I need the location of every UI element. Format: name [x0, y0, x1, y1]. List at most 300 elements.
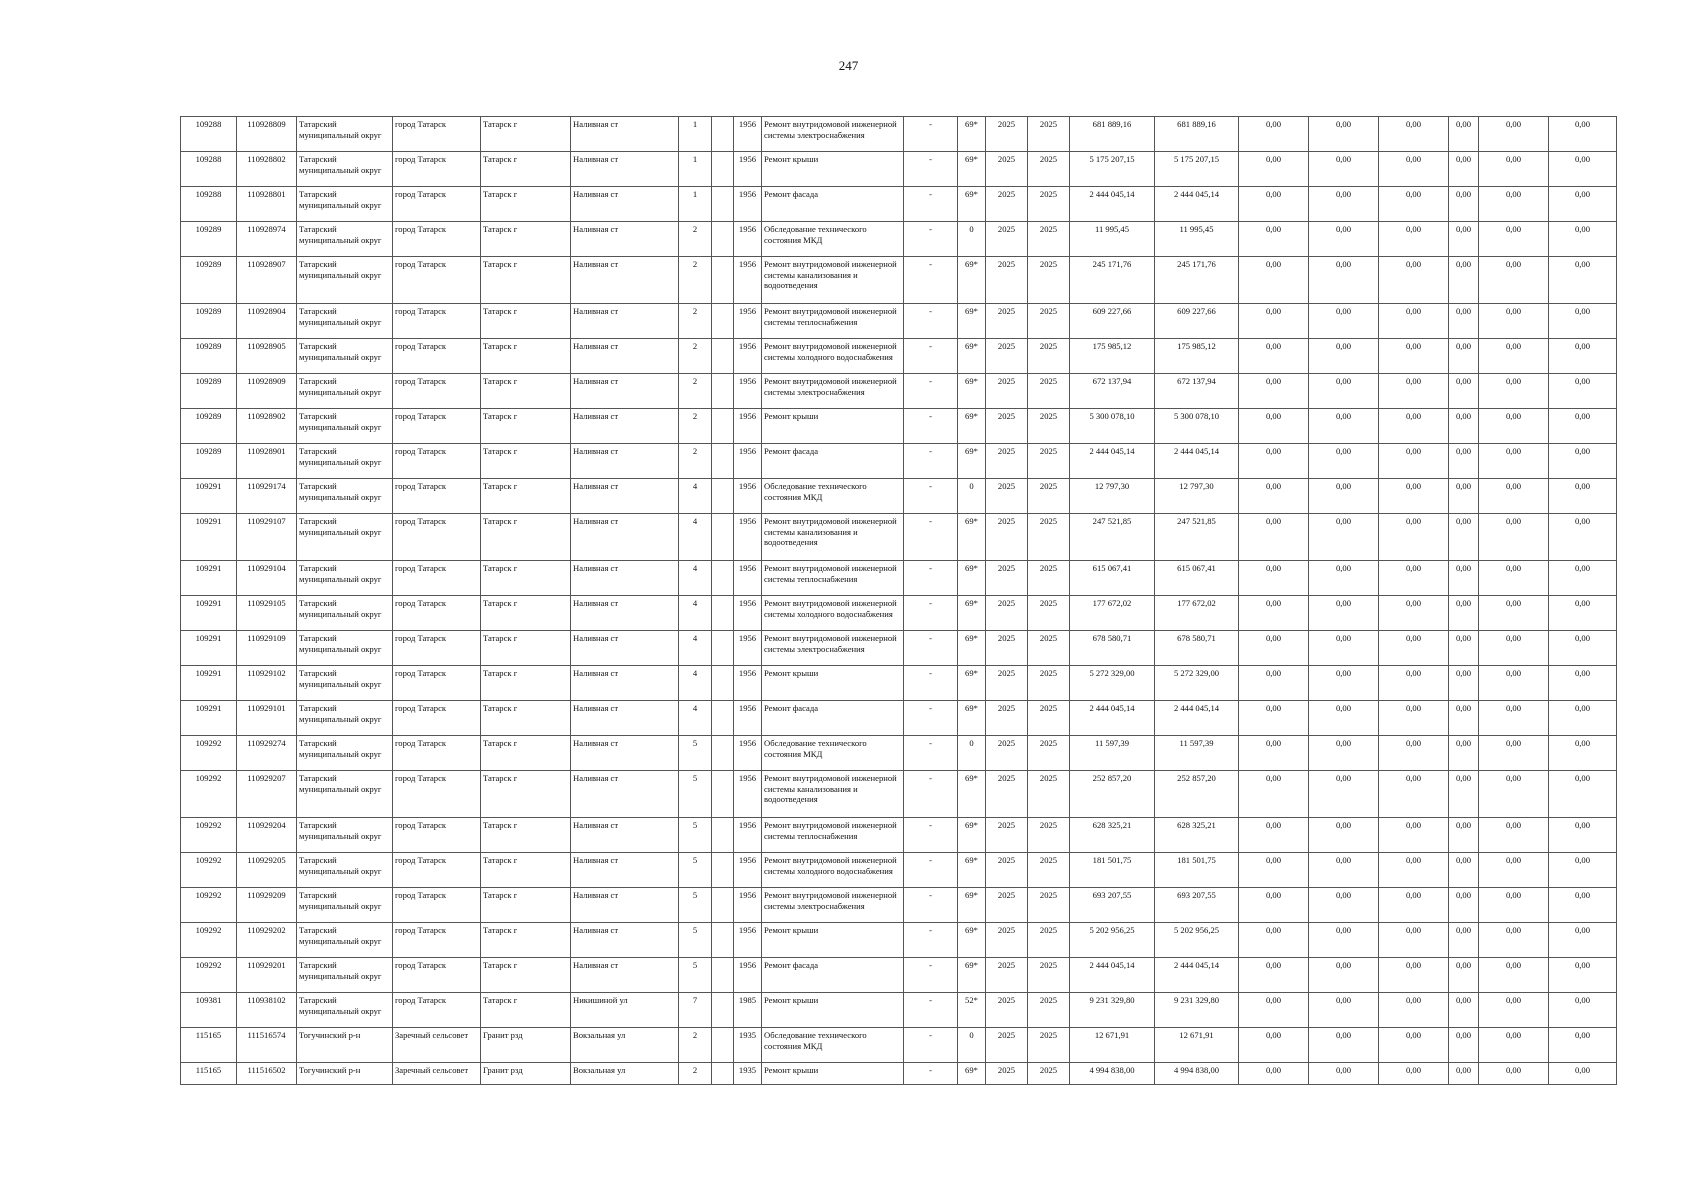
cell-street: Наливная ст [571, 958, 679, 993]
cell-building [712, 631, 734, 666]
cell-year-start: 2025 [986, 596, 1028, 631]
cell-work-id: 111516502 [237, 1063, 297, 1085]
cell-cost-total: 693 207,55 [1070, 888, 1155, 923]
cell-v1: 0,00 [1239, 339, 1309, 374]
cell-dash: - [904, 1063, 958, 1085]
cell-year: 1956 [734, 304, 762, 339]
cell-v6: 0,00 [1549, 374, 1617, 409]
cell-house-no: 5 [679, 736, 712, 771]
cell-v2: 0,00 [1309, 993, 1379, 1028]
cell-street: Наливная ст [571, 666, 679, 701]
cell-cost-total: 12 797,30 [1070, 479, 1155, 514]
cell-wear: 69* [958, 771, 986, 818]
cell-district: Татарский муниципальный округ [297, 596, 393, 631]
cell-year-start: 2025 [986, 818, 1028, 853]
cell-street: Наливная ст [571, 888, 679, 923]
cell-street: Наливная ст [571, 853, 679, 888]
cell-cost-total: 5 202 956,25 [1070, 923, 1155, 958]
cell-v1: 0,00 [1239, 853, 1309, 888]
cell-v3: 0,00 [1379, 958, 1449, 993]
cell-work-id: 110929105 [237, 596, 297, 631]
cell-district: Татарский муниципальный округ [297, 888, 393, 923]
cell-v1: 0,00 [1239, 1063, 1309, 1085]
cell-street: Наливная ст [571, 257, 679, 304]
cell-v5: 0,00 [1479, 561, 1549, 596]
cell-wear: 69* [958, 117, 986, 152]
cell-year: 1956 [734, 222, 762, 257]
cell-settlement: город Татарск [393, 257, 481, 304]
cell-house-id: 109291 [181, 514, 237, 561]
cell-cost-fund: 177 672,02 [1155, 596, 1239, 631]
cell-v6: 0,00 [1549, 853, 1617, 888]
cell-settlement: город Татарск [393, 444, 481, 479]
cell-work-type: Ремонт внутридомовой инженерной системы канализования и водоотведения [762, 771, 904, 818]
cell-year: 1956 [734, 374, 762, 409]
cell-year: 1956 [734, 666, 762, 701]
table-row [181, 257, 1617, 304]
cell-district: Татарский муниципальный округ [297, 631, 393, 666]
cell-district: Татарский муниципальный округ [297, 152, 393, 187]
cell-work-id: 110929274 [237, 736, 297, 771]
cell-district: Тогучинский р-н [297, 1028, 393, 1063]
cell-dash: - [904, 923, 958, 958]
cell-v4: 0,00 [1449, 818, 1479, 853]
cell-dash: - [904, 631, 958, 666]
cell-v1: 0,00 [1239, 117, 1309, 152]
table-body [181, 117, 1617, 1085]
cell-year: 1956 [734, 187, 762, 222]
cell-work-type: Ремонт крыши [762, 666, 904, 701]
cell-locality: Татарск г [481, 339, 571, 374]
cell-wear: 69* [958, 187, 986, 222]
cell-locality: Татарск г [481, 701, 571, 736]
cell-year-start: 2025 [986, 304, 1028, 339]
cell-street: Наливная ст [571, 561, 679, 596]
cell-v4: 0,00 [1449, 304, 1479, 339]
cell-locality: Татарск г [481, 736, 571, 771]
cell-street: Наливная ст [571, 222, 679, 257]
cell-district: Татарский муниципальный округ [297, 409, 393, 444]
cell-year-end: 2025 [1028, 666, 1070, 701]
cell-v6: 0,00 [1549, 701, 1617, 736]
cell-house-id: 109291 [181, 479, 237, 514]
cell-v3: 0,00 [1379, 631, 1449, 666]
table-row [181, 888, 1617, 923]
cell-locality: Татарск г [481, 479, 571, 514]
cell-v6: 0,00 [1549, 666, 1617, 701]
cell-v4: 0,00 [1449, 993, 1479, 1028]
cell-wear: 0 [958, 1028, 986, 1063]
cell-year-end: 2025 [1028, 631, 1070, 666]
cell-work-type: Ремонт внутридомовой инженерной системы теплоснабжения [762, 561, 904, 596]
cell-house-id: 109292 [181, 853, 237, 888]
cell-locality: Татарск г [481, 666, 571, 701]
cell-work-id: 110929101 [237, 701, 297, 736]
cell-cost-total: 628 325,21 [1070, 818, 1155, 853]
cell-v4: 0,00 [1449, 596, 1479, 631]
cell-building [712, 818, 734, 853]
cell-v5: 0,00 [1479, 1028, 1549, 1063]
cell-work-type: Ремонт крыши [762, 1063, 904, 1085]
cell-street: Вокзальная ул [571, 1028, 679, 1063]
cell-dash: - [904, 479, 958, 514]
cell-year-end: 2025 [1028, 1028, 1070, 1063]
cell-wear: 69* [958, 923, 986, 958]
cell-work-id: 110929202 [237, 923, 297, 958]
cell-settlement: город Татарск [393, 853, 481, 888]
cell-cost-fund: 672 137,94 [1155, 374, 1239, 409]
cell-house-no: 2 [679, 222, 712, 257]
cell-year-start: 2025 [986, 736, 1028, 771]
cell-cost-fund: 5 300 078,10 [1155, 409, 1239, 444]
cell-house-id: 109289 [181, 339, 237, 374]
cell-district: Татарский муниципальный округ [297, 923, 393, 958]
cell-v2: 0,00 [1309, 304, 1379, 339]
cell-dash: - [904, 736, 958, 771]
cell-house-id: 109291 [181, 631, 237, 666]
cell-building [712, 596, 734, 631]
cell-v5: 0,00 [1479, 736, 1549, 771]
repair-schedule-table [180, 116, 1617, 1085]
cell-work-id: 110928801 [237, 187, 297, 222]
cell-v5: 0,00 [1479, 923, 1549, 958]
cell-cost-total: 9 231 329,80 [1070, 993, 1155, 1028]
cell-v3: 0,00 [1379, 222, 1449, 257]
cell-work-type: Ремонт крыши [762, 993, 904, 1028]
cell-v2: 0,00 [1309, 631, 1379, 666]
cell-wear: 69* [958, 444, 986, 479]
cell-year-start: 2025 [986, 923, 1028, 958]
cell-year-start: 2025 [986, 257, 1028, 304]
cell-v2: 0,00 [1309, 666, 1379, 701]
cell-locality: Татарск г [481, 374, 571, 409]
cell-cost-fund: 11 597,39 [1155, 736, 1239, 771]
cell-locality: Татарск г [481, 117, 571, 152]
cell-cost-fund: 181 501,75 [1155, 853, 1239, 888]
cell-district: Тогучинский р-н [297, 1063, 393, 1085]
cell-wear: 69* [958, 701, 986, 736]
cell-street: Наливная ст [571, 923, 679, 958]
cell-wear: 69* [958, 958, 986, 993]
cell-year-start: 2025 [986, 631, 1028, 666]
cell-v4: 0,00 [1449, 257, 1479, 304]
cell-cost-total: 5 300 078,10 [1070, 409, 1155, 444]
cell-house-id: 109292 [181, 818, 237, 853]
cell-locality: Татарск г [481, 771, 571, 818]
cell-wear: 69* [958, 561, 986, 596]
cell-house-no: 4 [679, 666, 712, 701]
cell-cost-total: 615 067,41 [1070, 561, 1155, 596]
cell-v2: 0,00 [1309, 818, 1379, 853]
cell-work-type: Ремонт крыши [762, 152, 904, 187]
cell-house-no: 5 [679, 818, 712, 853]
table-row [181, 818, 1617, 853]
cell-v5: 0,00 [1479, 339, 1549, 374]
cell-house-no: 2 [679, 1063, 712, 1085]
cell-v1: 0,00 [1239, 631, 1309, 666]
cell-v3: 0,00 [1379, 818, 1449, 853]
table-row [181, 304, 1617, 339]
cell-work-type: Ремонт внутридомовой инженерной системы канализования и водоотведения [762, 514, 904, 561]
cell-dash: - [904, 596, 958, 631]
cell-year-end: 2025 [1028, 701, 1070, 736]
cell-building [712, 187, 734, 222]
cell-cost-total: 672 137,94 [1070, 374, 1155, 409]
cell-year: 1956 [734, 514, 762, 561]
cell-district: Татарский муниципальный округ [297, 479, 393, 514]
cell-year: 1985 [734, 993, 762, 1028]
cell-year-end: 2025 [1028, 596, 1070, 631]
cell-year: 1956 [734, 117, 762, 152]
cell-cost-total: 681 889,16 [1070, 117, 1155, 152]
cell-settlement: Заречный сельсовет [393, 1063, 481, 1085]
cell-settlement: город Татарск [393, 923, 481, 958]
cell-work-type: Ремонт внутридомовой инженерной системы электроснабжения [762, 888, 904, 923]
cell-cost-fund: 245 171,76 [1155, 257, 1239, 304]
cell-house-id: 109289 [181, 409, 237, 444]
cell-year: 1956 [734, 444, 762, 479]
cell-building [712, 409, 734, 444]
cell-cost-total: 175 985,12 [1070, 339, 1155, 374]
cell-v4: 0,00 [1449, 853, 1479, 888]
cell-year-start: 2025 [986, 561, 1028, 596]
cell-settlement: город Татарск [393, 736, 481, 771]
cell-work-type: Ремонт фасада [762, 701, 904, 736]
cell-building [712, 514, 734, 561]
cell-v5: 0,00 [1479, 1063, 1549, 1085]
cell-work-type: Ремонт внутридомовой инженерной системы электроснабжения [762, 631, 904, 666]
table-row [181, 993, 1617, 1028]
cell-v5: 0,00 [1479, 187, 1549, 222]
cell-settlement: город Татарск [393, 339, 481, 374]
cell-work-type: Ремонт фасада [762, 187, 904, 222]
cell-settlement: город Татарск [393, 596, 481, 631]
cell-district: Татарский муниципальный округ [297, 304, 393, 339]
cell-v6: 0,00 [1549, 993, 1617, 1028]
cell-year-end: 2025 [1028, 514, 1070, 561]
cell-v1: 0,00 [1239, 993, 1309, 1028]
cell-district: Татарский муниципальный округ [297, 444, 393, 479]
cell-v6: 0,00 [1549, 409, 1617, 444]
cell-settlement: город Татарск [393, 117, 481, 152]
cell-work-type: Ремонт внутридомовой инженерной системы электроснабжения [762, 117, 904, 152]
cell-wear: 69* [958, 409, 986, 444]
cell-work-type: Ремонт внутридомовой инженерной системы канализования и водоотведения [762, 257, 904, 304]
cell-building [712, 222, 734, 257]
cell-wear: 52* [958, 993, 986, 1028]
cell-building [712, 923, 734, 958]
cell-cost-fund: 11 995,45 [1155, 222, 1239, 257]
cell-work-type: Обследование технического состояния МКД [762, 222, 904, 257]
cell-building [712, 374, 734, 409]
cell-v5: 0,00 [1479, 479, 1549, 514]
cell-v1: 0,00 [1239, 257, 1309, 304]
table-row [181, 631, 1617, 666]
cell-building [712, 257, 734, 304]
table-row [181, 409, 1617, 444]
cell-v3: 0,00 [1379, 561, 1449, 596]
cell-v3: 0,00 [1379, 888, 1449, 923]
cell-dash: - [904, 514, 958, 561]
cell-district: Татарский муниципальный округ [297, 666, 393, 701]
cell-v2: 0,00 [1309, 187, 1379, 222]
cell-settlement: город Татарск [393, 958, 481, 993]
cell-year-start: 2025 [986, 993, 1028, 1028]
cell-house-id: 109289 [181, 304, 237, 339]
cell-v1: 0,00 [1239, 888, 1309, 923]
cell-house-id: 109292 [181, 771, 237, 818]
cell-year: 1956 [734, 923, 762, 958]
cell-v6: 0,00 [1549, 222, 1617, 257]
cell-cost-fund: 678 580,71 [1155, 631, 1239, 666]
cell-building [712, 736, 734, 771]
cell-year-end: 2025 [1028, 736, 1070, 771]
cell-street: Наливная ст [571, 818, 679, 853]
cell-locality: Татарск г [481, 958, 571, 993]
cell-v6: 0,00 [1549, 514, 1617, 561]
cell-street: Наливная ст [571, 152, 679, 187]
cell-house-no: 2 [679, 304, 712, 339]
cell-house-id: 109292 [181, 888, 237, 923]
cell-year-end: 2025 [1028, 222, 1070, 257]
cell-street: Вокзальная ул [571, 1063, 679, 1085]
table-row [181, 561, 1617, 596]
cell-v2: 0,00 [1309, 514, 1379, 561]
cell-house-id: 109289 [181, 444, 237, 479]
cell-v6: 0,00 [1549, 187, 1617, 222]
cell-cost-fund: 252 857,20 [1155, 771, 1239, 818]
cell-locality: Татарск г [481, 304, 571, 339]
cell-year-start: 2025 [986, 514, 1028, 561]
cell-district: Татарский муниципальный округ [297, 374, 393, 409]
cell-work-id: 110928904 [237, 304, 297, 339]
cell-v4: 0,00 [1449, 923, 1479, 958]
cell-street: Наливная ст [571, 339, 679, 374]
cell-v6: 0,00 [1549, 596, 1617, 631]
cell-district: Татарский муниципальный округ [297, 222, 393, 257]
cell-year-end: 2025 [1028, 958, 1070, 993]
cell-year: 1956 [734, 736, 762, 771]
table-row [181, 853, 1617, 888]
table-row [181, 1063, 1617, 1085]
cell-work-id: 110928907 [237, 257, 297, 304]
table-row [181, 596, 1617, 631]
cell-work-id: 110938102 [237, 993, 297, 1028]
cell-cost-total: 245 171,76 [1070, 257, 1155, 304]
table-row [181, 771, 1617, 818]
table-row [181, 222, 1617, 257]
cell-year: 1956 [734, 257, 762, 304]
cell-v3: 0,00 [1379, 444, 1449, 479]
cell-cost-fund: 628 325,21 [1155, 818, 1239, 853]
table-row [181, 152, 1617, 187]
cell-building [712, 117, 734, 152]
table-row [181, 339, 1617, 374]
cell-building [712, 888, 734, 923]
cell-cost-fund: 2 444 045,14 [1155, 444, 1239, 479]
cell-year: 1956 [734, 818, 762, 853]
cell-house-id: 109289 [181, 374, 237, 409]
cell-cost-fund: 2 444 045,14 [1155, 958, 1239, 993]
cell-v1: 0,00 [1239, 1028, 1309, 1063]
cell-cost-total: 4 994 838,00 [1070, 1063, 1155, 1085]
cell-cost-fund: 693 207,55 [1155, 888, 1239, 923]
cell-v4: 0,00 [1449, 479, 1479, 514]
cell-district: Татарский муниципальный округ [297, 187, 393, 222]
cell-cost-total: 609 227,66 [1070, 304, 1155, 339]
cell-v5: 0,00 [1479, 666, 1549, 701]
cell-building [712, 666, 734, 701]
cell-v5: 0,00 [1479, 888, 1549, 923]
cell-work-type: Ремонт фасада [762, 958, 904, 993]
cell-v2: 0,00 [1309, 888, 1379, 923]
cell-v5: 0,00 [1479, 596, 1549, 631]
cell-v5: 0,00 [1479, 993, 1549, 1028]
cell-work-id: 110929102 [237, 666, 297, 701]
cell-year: 1956 [734, 152, 762, 187]
cell-v2: 0,00 [1309, 736, 1379, 771]
table-row [181, 444, 1617, 479]
cell-v3: 0,00 [1379, 923, 1449, 958]
cell-year-end: 2025 [1028, 257, 1070, 304]
cell-cost-total: 177 672,02 [1070, 596, 1155, 631]
cell-house-no: 1 [679, 187, 712, 222]
cell-work-id: 110929209 [237, 888, 297, 923]
cell-dash: - [904, 444, 958, 479]
cell-cost-fund: 609 227,66 [1155, 304, 1239, 339]
cell-settlement: Заречный сельсовет [393, 1028, 481, 1063]
cell-building [712, 771, 734, 818]
cell-street: Наливная ст [571, 304, 679, 339]
table-row [181, 187, 1617, 222]
cell-building [712, 1028, 734, 1063]
cell-district: Татарский муниципальный округ [297, 339, 393, 374]
cell-cost-fund: 5 272 329,00 [1155, 666, 1239, 701]
cell-work-id: 110929174 [237, 479, 297, 514]
cell-v1: 0,00 [1239, 409, 1309, 444]
cell-house-id: 109292 [181, 736, 237, 771]
cell-work-id: 110929204 [237, 818, 297, 853]
cell-house-id: 109291 [181, 666, 237, 701]
cell-year-end: 2025 [1028, 152, 1070, 187]
cell-year-end: 2025 [1028, 853, 1070, 888]
cell-v5: 0,00 [1479, 818, 1549, 853]
cell-dash: - [904, 771, 958, 818]
cell-work-type: Ремонт крыши [762, 409, 904, 444]
cell-wear: 69* [958, 514, 986, 561]
cell-v1: 0,00 [1239, 596, 1309, 631]
cell-v5: 0,00 [1479, 514, 1549, 561]
cell-wear: 69* [958, 596, 986, 631]
cell-work-type: Обследование технического состояния МКД [762, 479, 904, 514]
cell-year-start: 2025 [986, 117, 1028, 152]
table-row [181, 958, 1617, 993]
cell-v6: 0,00 [1549, 1028, 1617, 1063]
cell-building [712, 701, 734, 736]
cell-work-id: 110929207 [237, 771, 297, 818]
cell-cost-total: 2 444 045,14 [1070, 187, 1155, 222]
cell-year-end: 2025 [1028, 993, 1070, 1028]
cell-district: Татарский муниципальный округ [297, 958, 393, 993]
cell-building [712, 1063, 734, 1085]
cell-v5: 0,00 [1479, 409, 1549, 444]
cell-v6: 0,00 [1549, 304, 1617, 339]
cell-v6: 0,00 [1549, 257, 1617, 304]
cell-district: Татарский муниципальный округ [297, 736, 393, 771]
cell-house-no: 2 [679, 444, 712, 479]
cell-cost-total: 247 521,85 [1070, 514, 1155, 561]
cell-building [712, 853, 734, 888]
